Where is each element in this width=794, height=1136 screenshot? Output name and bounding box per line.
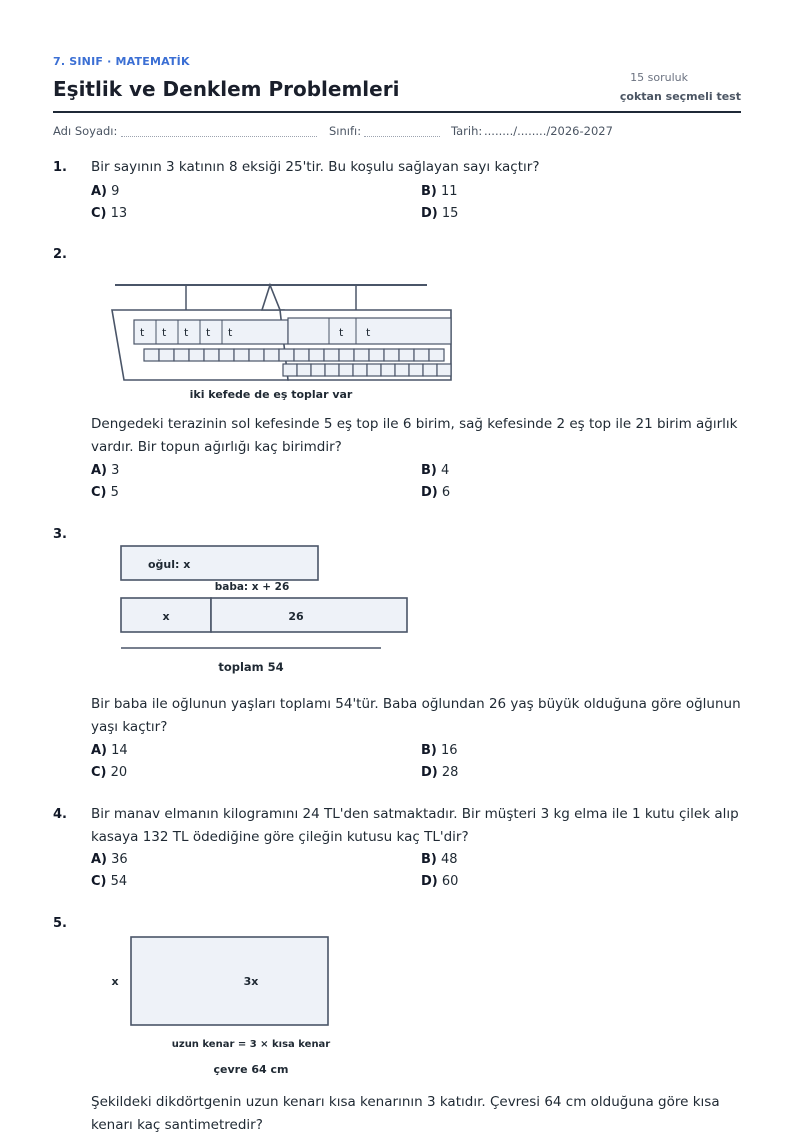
option-value: 13: [110, 206, 128, 221]
unit-block: [429, 349, 444, 361]
option-letter: C): [91, 485, 107, 500]
date-label: Tarih:: [451, 124, 483, 138]
option-letter: D): [421, 874, 438, 889]
rectangle-figure: [0, 930, 794, 1080]
unit-block: [354, 349, 369, 361]
unit-block: [381, 364, 395, 376]
option-b[interactable]: [421, 852, 458, 867]
option-letter: B): [421, 743, 437, 758]
total-label: toplam 54: [218, 660, 284, 674]
option-value: 4: [441, 463, 450, 478]
option-a[interactable]: [91, 463, 119, 478]
subject-label: 7. SINIF · MATEMATİK: [53, 55, 190, 68]
unit-block: [339, 349, 354, 361]
unit-block: [423, 364, 437, 376]
unit-block: [409, 364, 423, 376]
option-letter: A): [91, 184, 108, 199]
unit-block: [204, 349, 219, 361]
relation-label: uzun kenar = 3 × kısa kenar: [171, 1039, 331, 1050]
question-number: 2.: [53, 247, 67, 262]
unit-block: [144, 349, 159, 361]
unit-block: [283, 364, 297, 376]
option-letter: B): [421, 463, 437, 478]
unit-block: [297, 364, 311, 376]
father-bar-26: [211, 598, 407, 632]
question-text: Bir sayının 3 katının 8 eksiği 25'tir. Bu koşulu sağlayan sayı kaçtır?: [91, 159, 540, 175]
option-letter: D): [421, 485, 438, 500]
unit-block: [395, 364, 409, 376]
question-text: Bir manav elmanın kilogramını 24 TL'den satmaktadır. Bir müşteri 3 kg elma ile 1 kutu çilek alıp kasaya 132 TL ödediğine göre çileğin kutusu kaç TL'dir?: [91, 806, 739, 845]
rectangle-shape: [131, 937, 328, 1025]
unit-block: [384, 349, 399, 361]
unit-block: [399, 349, 414, 361]
option-b[interactable]: [421, 184, 458, 199]
segment-26-label: 26: [288, 610, 304, 623]
option-letter: C): [91, 874, 107, 889]
option-value: 14: [111, 743, 128, 758]
ball: t: [184, 326, 189, 339]
unit-block: [324, 349, 339, 361]
option-value: 6: [441, 485, 451, 500]
option-value: 15: [441, 206, 459, 221]
unit-block: [294, 349, 309, 361]
scale-fulcrum: [262, 285, 280, 310]
option-value: 36: [111, 852, 128, 867]
test-type: çoktan seçmeli test: [619, 90, 741, 103]
short-side-label: x: [111, 975, 119, 988]
unit-block: [264, 349, 279, 361]
option-b[interactable]: [421, 463, 449, 478]
option-c[interactable]: [91, 874, 127, 889]
father-label: baba: x + 26: [214, 581, 290, 593]
question-number: 1.: [53, 160, 67, 175]
question-count: 15 soruluk: [630, 71, 688, 84]
left-ball-group: [134, 320, 288, 344]
segment-x-label: x: [162, 610, 170, 623]
question-number: 4.: [53, 807, 67, 822]
unit-block: [279, 349, 294, 361]
option-value: 16: [441, 743, 458, 758]
unit-block: [339, 364, 353, 376]
question-number: 3.: [53, 527, 67, 542]
unit-block: [437, 364, 451, 376]
date-value: ......../......../2026-2027: [484, 124, 613, 138]
page-title: Eşitlik ve Denklem Problemleri: [53, 77, 400, 101]
option-d[interactable]: [421, 874, 458, 889]
son-label: oğul: x: [148, 558, 191, 571]
perimeter-label: çevre 64 cm: [213, 1063, 289, 1076]
option-value: 60: [441, 874, 459, 889]
question-text: Dengedeki terazinin sol kefesinde 5 eş top ile 6 birim, sağ kefesinde 2 eş top ile 21 birim ağırlık vardır. Bir topun ağırlığı kaç birimdir?: [91, 416, 738, 455]
ball: t: [206, 326, 211, 339]
option-letter: D): [421, 765, 438, 780]
unit-block: [414, 349, 429, 361]
unit-block: [159, 349, 174, 361]
name-blank[interactable]: [121, 136, 317, 137]
option-letter: C): [91, 206, 107, 221]
ball: t: [140, 326, 145, 339]
figure-caption: iki kefede de eş toplar var: [189, 388, 353, 401]
option-a[interactable]: [91, 743, 128, 758]
option-a[interactable]: [91, 184, 119, 199]
age-bar-figure: [0, 540, 794, 680]
option-letter: A): [91, 463, 108, 478]
option-value: 20: [110, 765, 128, 780]
header-divider: [53, 111, 741, 113]
option-c[interactable]: [91, 485, 119, 500]
option-d[interactable]: [421, 765, 458, 780]
option-d[interactable]: [421, 485, 450, 500]
option-c[interactable]: [91, 765, 127, 780]
unit-block: [353, 364, 367, 376]
option-c[interactable]: [91, 206, 127, 221]
unit-block: [234, 349, 249, 361]
option-letter: D): [421, 206, 438, 221]
unit-block: [249, 349, 264, 361]
class-blank[interactable]: [364, 136, 440, 137]
option-value: 9: [111, 184, 120, 199]
ball: t: [339, 326, 344, 339]
option-letter: B): [421, 184, 437, 199]
unit-block: [174, 349, 189, 361]
option-value: 11: [441, 184, 458, 199]
unit-block: [369, 349, 384, 361]
ball: t: [162, 326, 167, 339]
question-text: Şekildeki dikdörtgenin uzun kenarı kısa kenarının 3 katıdır. Çevresi 64 cm olduğuna göre kısa kenarı kaç santimetredir?: [91, 1094, 720, 1133]
option-letter: B): [421, 852, 437, 867]
option-b[interactable]: [421, 743, 458, 758]
long-side-label: 3x: [243, 975, 259, 988]
question-text: Bir baba ile oğlunun yaşları toplamı 54'tür. Baba oğlundan 26 yaş büyük olduğuna göre oğlunun yaşı kaçtır?: [91, 696, 741, 735]
unit-block: [219, 349, 234, 361]
option-d[interactable]: [421, 206, 458, 221]
option-letter: C): [91, 765, 107, 780]
option-letter: A): [91, 743, 108, 758]
option-value: 54: [110, 874, 128, 889]
option-value: 48: [441, 852, 458, 867]
option-letter: A): [91, 852, 108, 867]
unit-block: [309, 349, 324, 361]
option-a[interactable]: [91, 852, 128, 867]
option-value: 5: [110, 485, 119, 500]
class-label: Sınıfı:: [329, 124, 362, 138]
unit-block: [367, 364, 381, 376]
option-value: 28: [441, 765, 459, 780]
option-value: 3: [111, 463, 120, 478]
unit-block: [311, 364, 325, 376]
unit-block: [189, 349, 204, 361]
ball: t: [366, 326, 371, 339]
balance-scale-figure: [0, 270, 794, 405]
unit-block: [325, 364, 339, 376]
question-number: 5.: [53, 916, 67, 931]
ball: t: [228, 326, 233, 339]
name-label: Adı Soyadı:: [53, 124, 118, 138]
